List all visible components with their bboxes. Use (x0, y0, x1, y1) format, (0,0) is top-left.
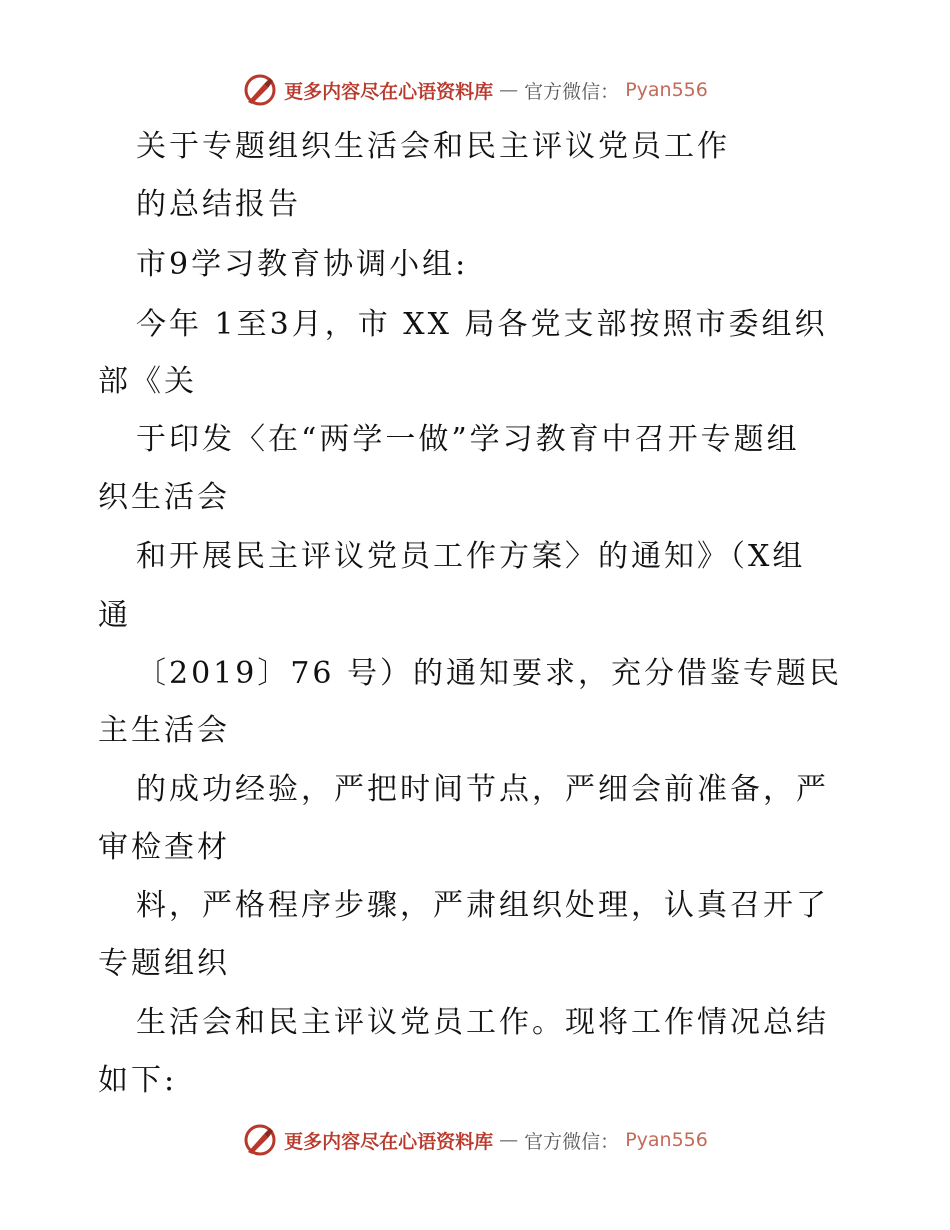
pen-logo-icon (242, 1122, 278, 1158)
pen-logo-icon (242, 72, 278, 108)
watermark-banner-bottom (0, 1120, 950, 1160)
watermark-main-text: 更多内容尽在心语资料库 (284, 1130, 494, 1153)
doc-text-line: 于印发〈在“两学一做”学习教育中召开专题组 (136, 422, 800, 457)
doc-text-line: 和开展民主评议党员工作方案〉的通知》（X组 (136, 539, 806, 574)
doc-text-line: 的成功经验，严把时间节点，严细会前准备，严 (136, 772, 829, 807)
doc-text-line: 审检查材 (98, 830, 230, 865)
doc-text-line: 主生活会 (98, 713, 230, 748)
doc-text-line: 织生活会 (98, 480, 230, 515)
doc-text-line: 通 (98, 598, 131, 633)
watermark-separator: — (499, 1129, 519, 1151)
watermark-wechat-id: Pyan556 (625, 1129, 708, 1151)
doc-text-line: 〔2019〕76 号）的通知要求，充分借鉴专题民 (136, 656, 843, 691)
doc-text-line: 料，严格程序步骤，严肃组织处理，认真召开了 (136, 888, 829, 923)
doc-text-line: 如下: (98, 1063, 178, 1098)
doc-text-line: 专题组织 (98, 946, 230, 981)
watermark-banner-top (0, 70, 950, 110)
watermark-separator: — (499, 79, 519, 101)
watermark-main-text: 更多内容尽在心语资料库 (284, 80, 494, 103)
doc-text-line: 生活会和民主评议党员工作。现将工作情况总结 (136, 1005, 829, 1040)
doc-title-line-1: 关于专题组织生活会和民主评议党员工作 (136, 129, 730, 164)
watermark-wechat-label: 官方微信： (524, 1130, 620, 1153)
doc-title-line-2: 的总结报告 (136, 187, 301, 222)
doc-text-line: 今年 1至3月，市 XX 局各党支部按照市委组织 (136, 307, 828, 342)
doc-text-line: 部《关 (98, 364, 197, 399)
doc-recipient: 市9学习教育协调小组: (136, 247, 469, 282)
watermark-wechat-id: Pyan556 (625, 79, 708, 101)
watermark-wechat-label: 官方微信： (524, 80, 620, 103)
